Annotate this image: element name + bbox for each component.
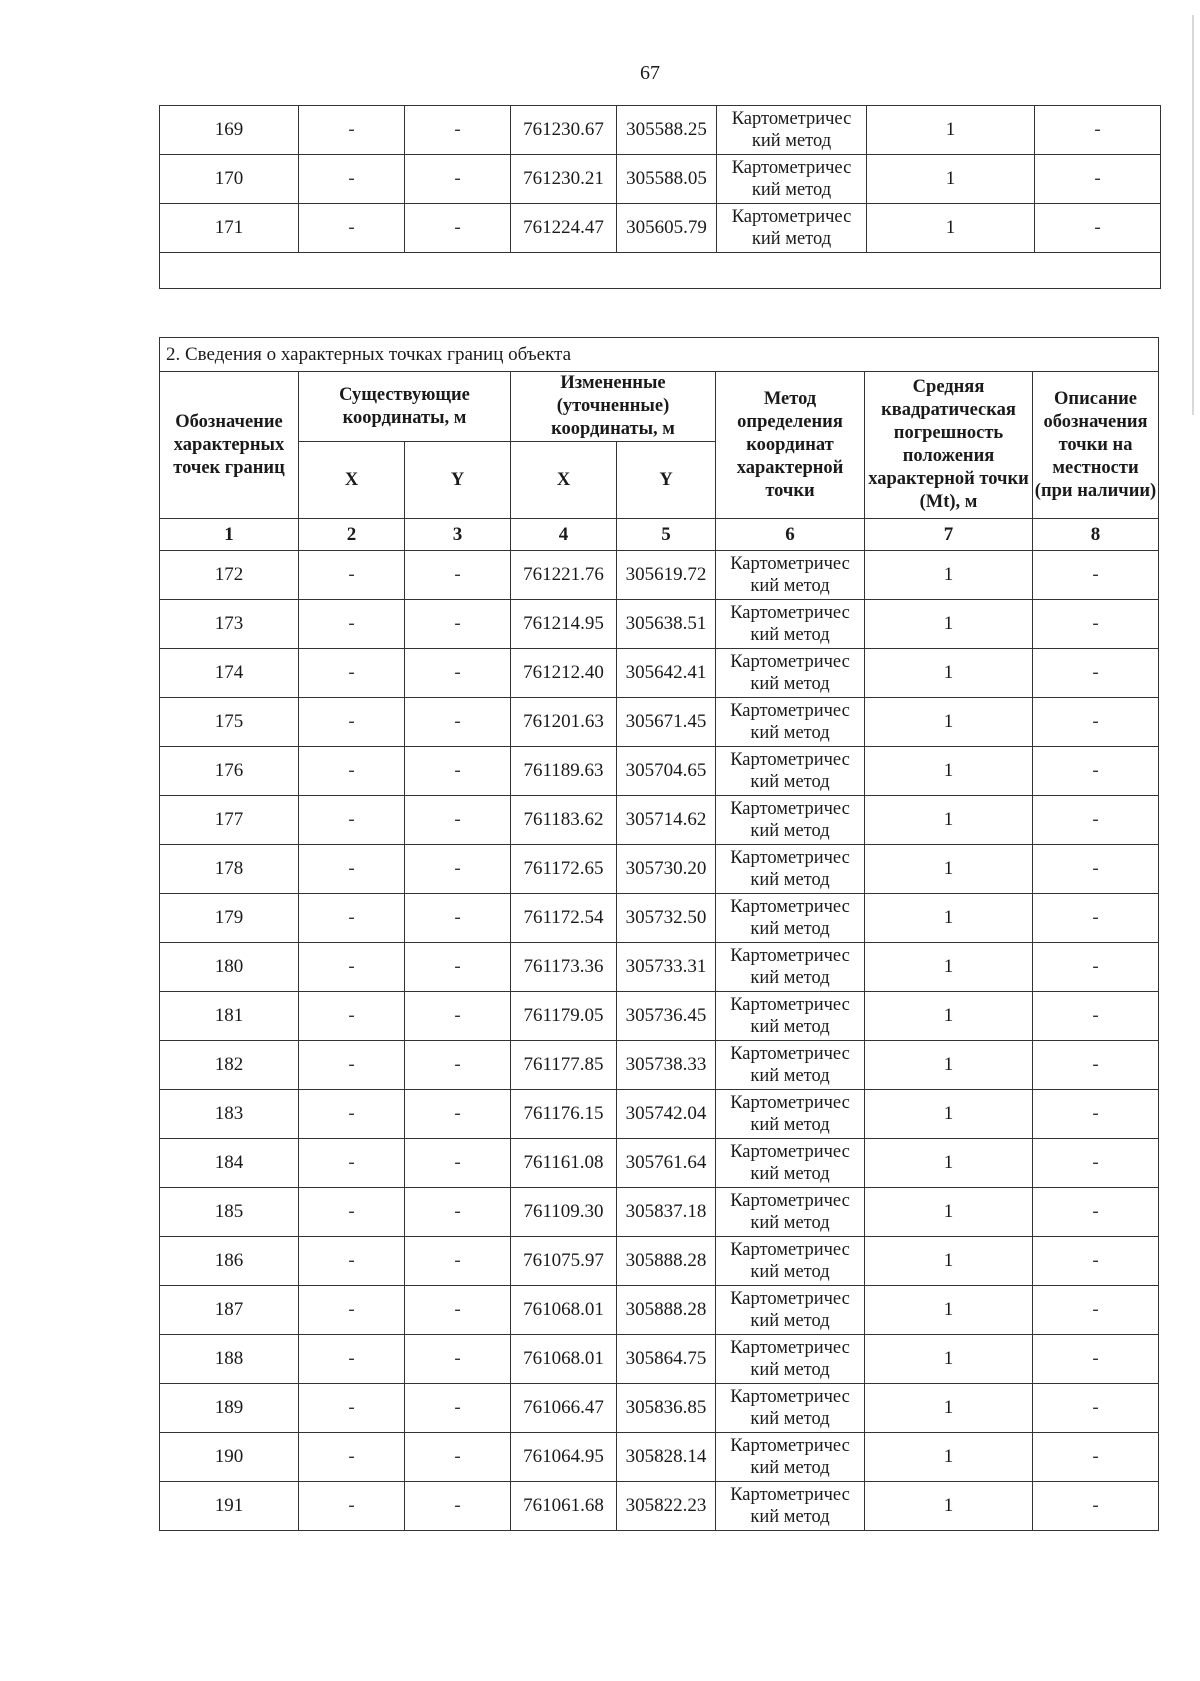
cell-description: - [1035,106,1161,155]
cell-description: - [1033,1041,1159,1090]
cell-changed-y: 305588.25 [617,106,717,155]
cell-changed-y: 305642.41 [617,649,716,698]
cell-point-number: 180 [160,943,299,992]
cell-point-number: 191 [160,1482,299,1531]
cell-description: - [1033,1090,1159,1139]
cell-mt-error: 1 [865,747,1033,796]
cell-method [716,1041,865,1090]
header-changed-x: X [511,442,617,519]
header-changed-coords: Измененные (уточненные) координаты, м [511,372,716,442]
method-line-2: кий метод [750,968,830,988]
cell-mt-error: 1 [865,1482,1033,1531]
cell-changed-x: 761230.67 [511,106,617,155]
cell-point-number: 176 [160,747,299,796]
method-line-1: Картометричес [730,750,850,770]
cell-existing-y: - [405,155,511,204]
cell-description: - [1033,698,1159,747]
header-method: Метод определения координат характерной точки [716,372,865,519]
table-row [160,894,1159,943]
column-number: 4 [511,519,617,551]
cell-point-number: 182 [160,1041,299,1090]
cell-point-number: 173 [160,600,299,649]
cell-mt-error: 1 [865,943,1033,992]
table-row [160,747,1159,796]
cell-existing-x: - [299,698,405,747]
cell-method [716,1237,865,1286]
cell-description: - [1033,1139,1159,1188]
table-row [160,796,1159,845]
column-number: 6 [716,519,865,551]
cell-mt-error: 1 [865,1433,1033,1482]
method-line-2: кий метод [750,1213,830,1233]
method-line-2: кий метод [751,131,832,151]
cell-existing-x: - [299,1188,405,1237]
cell-method [716,600,865,649]
column-number: 2 [299,519,405,551]
cell-changed-x: 761068.01 [511,1286,617,1335]
cell-existing-x: - [299,1041,405,1090]
cell-changed-x: 761172.65 [511,845,617,894]
method-line-1: Картометричес [730,1289,850,1309]
table-row [160,1482,1159,1531]
cell-existing-x: - [299,649,405,698]
cell-description: - [1033,1433,1159,1482]
cell-mt-error: 1 [865,1139,1033,1188]
method-line-1: Картометричес [730,1485,850,1505]
cell-method [717,106,867,155]
cell-existing-y: - [405,943,511,992]
method-line-2: кий метод [750,821,830,841]
cell-changed-y: 305730.20 [617,845,716,894]
cell-method [717,155,867,204]
header-existing-y: Y [405,442,511,519]
cell-mt-error: 1 [867,106,1035,155]
cell-existing-y: - [405,992,511,1041]
cell-method [716,1139,865,1188]
cell-description: - [1033,845,1159,894]
method-line-1: Картометричес [730,1387,850,1407]
cell-existing-y: - [405,600,511,649]
table-row [160,600,1159,649]
cell-changed-y: 305761.64 [617,1139,716,1188]
cell-changed-y: 305837.18 [617,1188,716,1237]
cell-changed-y: 305888.28 [617,1286,716,1335]
cell-existing-x: - [299,943,405,992]
method-line-2: кий метод [750,576,830,596]
cell-description: - [1033,1237,1159,1286]
cell-description: - [1033,649,1159,698]
cell-mt-error: 1 [865,845,1033,894]
cell-existing-y: - [405,845,511,894]
cell-existing-x: - [299,600,405,649]
cell-changed-x: 761061.68 [511,1482,617,1531]
cell-point-number: 181 [160,992,299,1041]
cell-changed-y: 305588.05 [617,155,717,204]
cell-changed-x: 761183.62 [511,796,617,845]
cell-changed-x: 761068.01 [511,1335,617,1384]
column-number-row [160,519,1159,551]
cell-existing-y: - [405,747,511,796]
cell-point-number: 186 [160,1237,299,1286]
method-line-1: Картометричес [730,897,850,917]
cell-description: - [1033,551,1159,600]
table-row [160,698,1159,747]
cell-description: - [1033,1482,1159,1531]
cell-point-number: 175 [160,698,299,747]
table-row [160,155,1161,204]
header-description: Описание обозначения точки на местности (при наличии) [1033,372,1159,519]
cell-mt-error: 1 [865,796,1033,845]
method-line-1: Картометричес [730,1191,850,1211]
table-row [160,1384,1159,1433]
continued-points-table [159,105,1161,289]
cell-method [716,551,865,600]
method-line-2: кий метод [750,723,830,743]
cell-mt-error: 1 [865,600,1033,649]
cell-existing-x: - [299,1433,405,1482]
cell-changed-x: 761189.63 [511,747,617,796]
cell-existing-x: - [299,1286,405,1335]
cell-method [717,204,867,253]
cell-description: - [1033,894,1159,943]
cell-changed-y: 305638.51 [617,600,716,649]
header-existing-coords: Существующие координаты, м [299,372,511,442]
cell-changed-y: 305619.72 [617,551,716,600]
cell-existing-y: - [405,649,511,698]
table-row [160,1090,1159,1139]
cell-changed-y: 305714.62 [617,796,716,845]
cell-mt-error: 1 [865,698,1033,747]
cell-existing-y: - [405,894,511,943]
cell-point-number: 185 [160,1188,299,1237]
cell-changed-y: 305742.04 [617,1090,716,1139]
cell-point-number: 169 [160,106,299,155]
cell-point-number: 177 [160,796,299,845]
method-line-2: кий метод [750,1360,830,1380]
cell-changed-y: 305828.14 [617,1433,716,1482]
cell-mt-error: 1 [865,1335,1033,1384]
cell-existing-y: - [405,551,511,600]
table-row [160,649,1159,698]
cell-point-number: 184 [160,1139,299,1188]
cell-mt-error: 1 [865,1286,1033,1335]
method-line-1: Картометричес [730,1436,850,1456]
table-row [160,943,1159,992]
cell-mt-error: 1 [865,649,1033,698]
method-line-1: Картометричес [730,1338,850,1358]
cell-changed-y: 305822.23 [617,1482,716,1531]
cell-changed-y: 305888.28 [617,1237,716,1286]
method-line-2: кий метод [750,1409,830,1429]
method-line-1: Картометричес [730,1044,850,1064]
method-line-2: кий метод [750,1017,830,1037]
cell-mt-error: 1 [865,1041,1033,1090]
cell-description: - [1033,992,1159,1041]
column-number: 3 [405,519,511,551]
method-line-2: кий метод [750,1458,830,1478]
cell-method [716,1482,865,1531]
column-number: 8 [1033,519,1159,551]
cell-method [716,1433,865,1482]
cell-changed-x: 761177.85 [511,1041,617,1090]
cell-existing-x: - [299,894,405,943]
method-line-1: Картометричес [730,1093,850,1113]
method-line-2: кий метод [750,1164,830,1184]
cell-existing-x: - [299,1335,405,1384]
cell-existing-x: - [299,796,405,845]
header-existing-x: X [299,442,405,519]
cell-method [716,1286,865,1335]
cell-existing-x: - [299,1237,405,1286]
cell-existing-y: - [405,796,511,845]
cell-existing-x: - [299,747,405,796]
cell-existing-x: - [299,1482,405,1531]
cell-mt-error: 1 [865,1237,1033,1286]
cell-mt-error: 1 [865,1090,1033,1139]
cell-mt-error: 1 [865,551,1033,600]
method-line-2: кий метод [750,1262,830,1282]
cell-existing-y: - [405,1433,511,1482]
cell-existing-x: - [299,106,405,155]
table-row [160,1041,1159,1090]
cell-method [716,894,865,943]
header-mt: Средняя квадратическая погрешность положения характерной точки (Mt), м [865,372,1033,519]
cell-point-number: 170 [160,155,299,204]
cell-method [716,796,865,845]
section-caption: 2. Сведения о характерных точках границ объекта [160,338,1159,372]
cell-method [716,747,865,796]
cell-changed-x: 761075.97 [511,1237,617,1286]
method-line-2: кий метод [750,674,830,694]
table-row [160,1433,1159,1482]
table-row [160,1335,1159,1384]
cell-existing-x: - [299,1139,405,1188]
cell-changed-x: 761221.76 [511,551,617,600]
cell-mt-error: 1 [865,1384,1033,1433]
method-line-2: кий метод [750,919,830,939]
cell-method [716,698,865,747]
cell-description: - [1033,747,1159,796]
method-line-2: кий метод [750,1066,830,1086]
cell-method [716,1090,865,1139]
cell-description: - [1033,796,1159,845]
cell-mt-error: 1 [865,992,1033,1041]
cell-method [716,943,865,992]
cell-point-number: 179 [160,894,299,943]
cell-mt-error: 1 [867,155,1035,204]
cell-point-number: 187 [160,1286,299,1335]
table-row [160,551,1159,600]
cell-changed-x: 761172.54 [511,894,617,943]
cell-existing-y: - [405,1482,511,1531]
cell-existing-y: - [405,1335,511,1384]
cell-mt-error: 1 [867,204,1035,253]
table-row [160,992,1159,1041]
table-row [160,1286,1159,1335]
cell-existing-y: - [405,106,511,155]
cell-description: - [1033,1384,1159,1433]
method-line-2: кий метод [751,180,832,200]
cell-point-number: 174 [160,649,299,698]
cell-existing-y: - [405,204,511,253]
cell-description: - [1033,600,1159,649]
cell-existing-y: - [405,1237,511,1286]
cell-existing-y: - [405,1384,511,1433]
cell-changed-y: 305836.85 [617,1384,716,1433]
method-line-1: Картометричес [731,158,852,178]
cell-changed-y: 305733.31 [617,943,716,992]
column-number: 1 [160,519,299,551]
cell-changed-y: 305738.33 [617,1041,716,1090]
method-line-1: Картометричес [730,1240,850,1260]
method-line-2: кий метод [750,625,830,645]
method-line-2: кий метод [750,772,830,792]
cell-changed-x: 761179.05 [511,992,617,1041]
cell-method [716,1335,865,1384]
cell-changed-x: 761109.30 [511,1188,617,1237]
cell-existing-x: - [299,992,405,1041]
cell-method [716,649,865,698]
table-row [160,1139,1159,1188]
cell-changed-x: 761201.63 [511,698,617,747]
cell-changed-x: 761173.36 [511,943,617,992]
column-number: 7 [865,519,1033,551]
cell-point-number: 188 [160,1335,299,1384]
cell-mt-error: 1 [865,1188,1033,1237]
method-line-1: Картометричес [731,207,852,227]
cell-changed-y: 305605.79 [617,204,717,253]
cell-point-number: 178 [160,845,299,894]
continued-points-body [160,106,1161,253]
cell-description: - [1035,204,1161,253]
cell-changed-x: 761214.95 [511,600,617,649]
cell-method [716,1384,865,1433]
cell-changed-y: 305671.45 [617,698,716,747]
table-row [160,204,1161,253]
method-line-1: Картометричес [730,652,850,672]
method-line-1: Картометричес [730,995,850,1015]
cell-changed-y: 305736.45 [617,992,716,1041]
table-row [160,845,1159,894]
cell-changed-x: 761224.47 [511,204,617,253]
cell-method [716,992,865,1041]
method-line-1: Картометричес [730,701,850,721]
cell-changed-x: 761230.21 [511,155,617,204]
cell-method [716,845,865,894]
cell-description: - [1035,155,1161,204]
cell-existing-x: - [299,1384,405,1433]
method-line-1: Картометричес [730,946,850,966]
boundary-points-body [160,551,1159,1531]
method-line-1: Картометричес [730,799,850,819]
cell-point-number: 172 [160,551,299,600]
cell-point-number: 183 [160,1090,299,1139]
cell-point-number: 189 [160,1384,299,1433]
cell-changed-x: 761161.08 [511,1139,617,1188]
page-number: 67 [640,62,660,84]
cell-changed-x: 761064.95 [511,1433,617,1482]
method-line-1: Картометричес [731,109,852,129]
cell-point-number: 171 [160,204,299,253]
cell-changed-y: 305864.75 [617,1335,716,1384]
cell-changed-x: 761066.47 [511,1384,617,1433]
method-line-1: Картометричес [730,848,850,868]
method-line-1: Картометричес [730,603,850,623]
boundary-points-table [159,337,1159,1531]
cell-method [716,1188,865,1237]
table-row [160,1237,1159,1286]
table-row [160,1188,1159,1237]
cell-existing-y: - [405,1286,511,1335]
cell-changed-x: 761212.40 [511,649,617,698]
cell-existing-y: - [405,698,511,747]
cell-description: - [1033,1188,1159,1237]
empty-row [160,253,1161,289]
method-line-1: Картометричес [730,554,850,574]
method-line-2: кий метод [750,1115,830,1135]
method-line-2: кий метод [750,870,830,890]
cell-existing-x: - [299,845,405,894]
method-line-2: кий метод [750,1507,830,1527]
method-line-2: кий метод [750,1311,830,1331]
cell-existing-x: - [299,155,405,204]
header-designation: Обозначение характерных точек границ [160,372,299,519]
cell-existing-y: - [405,1041,511,1090]
cell-description: - [1033,1286,1159,1335]
header-changed-y: Y [617,442,716,519]
cell-existing-x: - [299,204,405,253]
method-line-1: Картометричес [730,1142,850,1162]
column-number: 5 [617,519,716,551]
cell-changed-y: 305704.65 [617,747,716,796]
method-line-2: кий метод [751,229,832,249]
cell-existing-y: - [405,1090,511,1139]
cell-existing-x: - [299,1090,405,1139]
cell-existing-y: - [405,1188,511,1237]
cell-description: - [1033,943,1159,992]
cell-changed-y: 305732.50 [617,894,716,943]
cell-point-number: 190 [160,1433,299,1482]
cell-existing-y: - [405,1139,511,1188]
table-row [160,106,1161,155]
cell-mt-error: 1 [865,894,1033,943]
cell-existing-x: - [299,551,405,600]
cell-description: - [1033,1335,1159,1384]
cell-changed-x: 761176.15 [511,1090,617,1139]
